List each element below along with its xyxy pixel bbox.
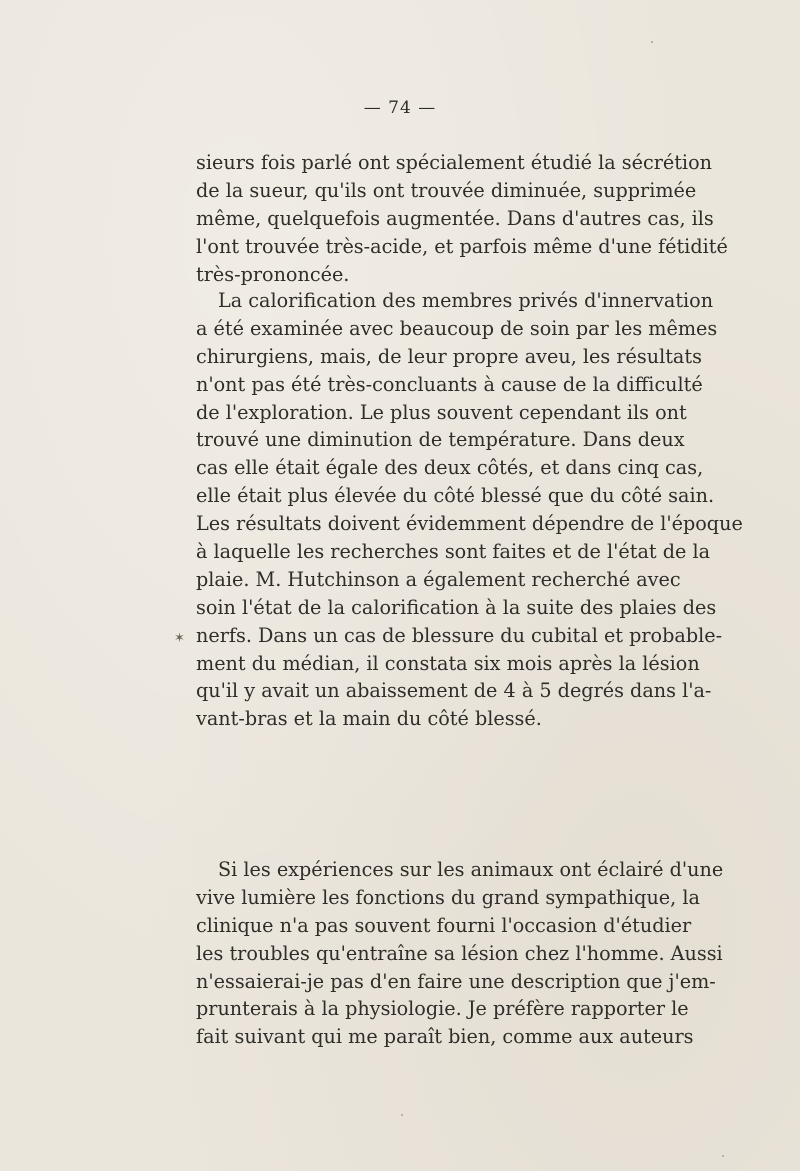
text-line: cas elle était égale des deux côtés, et dans cinq cas,	[196, 456, 704, 480]
paper-speck	[401, 1114, 403, 1116]
margin-mark: ✶	[174, 631, 185, 646]
text-line: sieurs fois parlé ont spécialement étudié la sécrétion	[196, 151, 712, 174]
text-line: l'ont trouvée très-acide, et parfois même d'une fétidité	[196, 234, 728, 258]
text-line: même, quelquefois augmentée. Dans d'autres cas, ils	[196, 206, 714, 230]
text-line: n'essaierai-je pas d'en faire une description que j'em-	[196, 969, 716, 993]
text-line: prunterais à la physiologie. Je préfère rapporter le	[196, 997, 689, 1021]
paragraph-3	[196, 856, 724, 1051]
text-line: vive lumière les fonctions du grand sympathique, la	[196, 885, 700, 909]
text-line: à laquelle les recherches sont faites et de l'état de la	[196, 540, 711, 564]
text-line: ment du médian, il constata six mois après la lésion	[196, 651, 700, 675]
text-line: Les résultats doivent évidemment dépendre de l'époque	[196, 512, 743, 536]
text-line: chirurgiens, mais, de leur propre aveu, les résultats	[196, 344, 702, 368]
text-line: La calorification des membres privés d'innervation	[218, 289, 714, 312]
paper-speck	[722, 1155, 724, 1157]
text-line: Si les expériences sur les animaux ont éclairé d'une	[218, 858, 724, 881]
text-line: les troubles qu'entraîne sa lésion chez l'homme. Aussi	[196, 941, 723, 965]
text-line: soin l'état de la calorification à la suite des plaies des	[196, 595, 717, 619]
text-line: de la sueur, qu'ils ont trouvée diminuée, supprimée	[196, 178, 697, 202]
text-line: elle était plus élevée du côté blessé que du côté sain.	[196, 484, 715, 508]
text-line: vant-bras et la main du côté blessé.	[196, 707, 542, 731]
page-number: — 74 —	[363, 98, 437, 118]
text-line: très-prononcée.	[196, 262, 350, 286]
paragraph-1	[196, 149, 728, 288]
text-line: a été examinée avec beaucoup de soin par les mêmes	[196, 316, 718, 340]
paragraph-2	[196, 287, 743, 733]
text-line: de l'exploration. Le plus souvent cependant ils ont	[196, 400, 687, 424]
text-line: plaie. M. Hutchinson a également recherché avec	[196, 567, 681, 591]
paper-speck	[651, 41, 653, 43]
text-line: qu'il y avait un abaissement de 4 à 5 degrés dans l'a-	[196, 679, 712, 703]
text-line: fait suivant qui me paraît bien, comme aux auteurs	[196, 1025, 694, 1049]
text-line: nerfs. Dans un cas de blessure du cubital et probable-	[196, 623, 723, 647]
text-line: clinique n'a pas souvent fourni l'occasion d'étudier	[196, 913, 692, 937]
text-line: n'ont pas été très-concluants à cause de la difficulté	[196, 372, 703, 396]
text-line: trouvé une diminution de température. Dans deux	[196, 428, 685, 452]
